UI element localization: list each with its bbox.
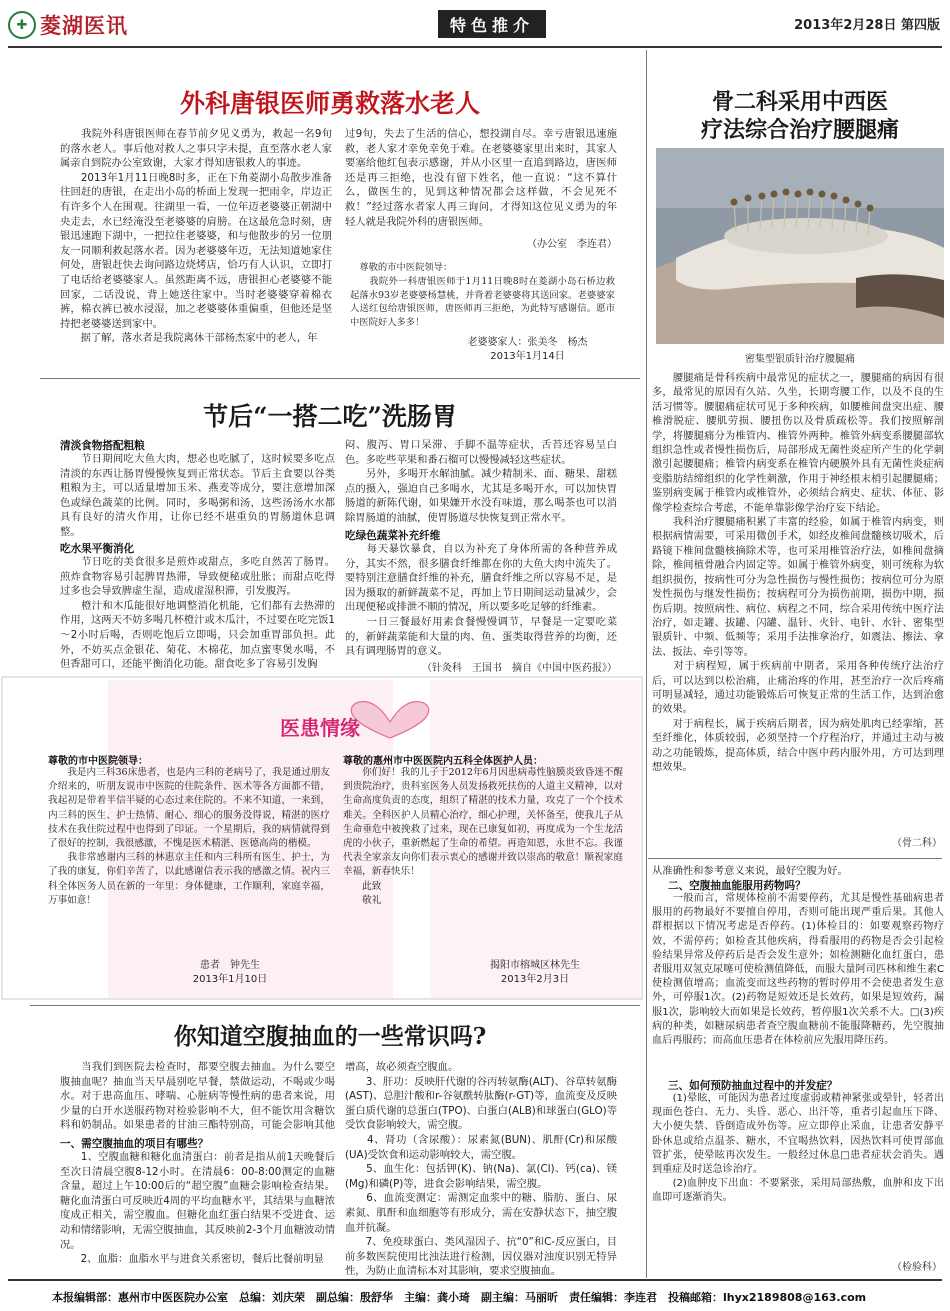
art2-para-4: 每天暴饮暴食，自以为补充了身体所需的各种营养成分，其实不然，很多膳食纤维都在你的大鱼大肉中流失了。要特别注意膳食纤维的补充，膳食纤维之所以容易不足，是因为摄取的新鲜蔬菜不足，再加上节日期间运动量减少，会出现便秘或排泄不顺的情况，所以要多吃足够的纤维素。 一日三餐最好用素食餐慢慢调节，早餐是一定要吃菜的，新鲜蔬菜能和大量的肉、鱼、蛋类取得营养的均衡，还具有调理肠胃的意义。 — [345, 543, 617, 658]
art2-signature: （针灸科 王国书 摘自《中国中医药报》） — [422, 663, 617, 674]
art4-title-line2: 疗法综合治疗腰腿痛 — [700, 117, 899, 143]
art1-bottom-rule — [40, 378, 640, 379]
thanks-letter-date: 2013年1月14日 — [490, 351, 565, 362]
editorial-footer: 本报编辑部：惠州市中医医院办公室 总编：刘庆荣 副总编：殷舒华 主编：龚小琦 副主编：马丽昕 责任编辑：李连君 投稿邮箱：lhyx2189808@163.com — [52, 1291, 867, 1304]
art4-title-line1: 骨二科采用中西医 — [711, 89, 888, 115]
column-rubric: 特色推介 — [438, 10, 546, 38]
letter1-salute: 尊敬的市中医院领导： — [48, 756, 148, 767]
column-divider — [646, 50, 647, 1278]
art4-body: 腰腿痛是骨科疾病中最常见的症状之一，腰腿痛的病因有很多，最常见的原因有久站、久坐，长期弯腰工作，以及不良的生活习惯等。腰腿痛症状可见于多种疾病，如腰椎间盘突出症、腰椎滑脱症、腰肌劳损、腰扭伤以及骨质疏松等。我们按照解剖学，将腰腿痛分为椎管内、椎管外两种。椎管外病变系腰腿部软组织急性或者慢性损伤后，局部形成无菌性炎症所产生的化学刺激引起腰腿痛；椎管内病变系在椎管内硬膜外具有无菌性炎症病变脂肪结缔组织的化学性刺激，作用于神经根末梢引起腰腿痛；鉴别病变属于椎管内或椎管外，必须结合病史、症状、体征、影像学检查综合考虑，不能单靠影像学治疗妄下结论。 我科治疗腰腿痛积累了丰富的经验，如属于椎管内病变，则根据病情需要，可采用微创手术，如经皮椎间盘髓核切吸术，后路镜下椎间盘髓核摘除术等，也可采用椎管治疗法，如椎间盘摘除，椎间植骨融合内固定等。如属于椎管外病变，则可统称为软组织损伤，按病性可分为急性损伤与慢性损伤；按病位可分为原发性损伤与继发性损伤；按病程可分为损伤前期，损伤中期，损伤后期。按照病性、病位、病程之不同，综合采用传统中医疗法治疗，如走罐、拔罐、闪罐、温针、火针、电针、水针、密集型银质针、中频、低频等；采用手法推拿治疗，如震法、擦法、拿法、扳法、牵引等等。 对于病程短，属于疾病前中期者，采用各种传统疗法治疗后，可以达到以松治痛，止痛治疼的作用，甚至治疗一次后疼痛可明显减轻，通过功能锻炼后可恢复正常的生活工作，达到治愈的效果。 对于病程长，属于疾病后期者，因为病处肌肉已经挛缩，甚至纤维化，体质较弱，必须坚持一个疗程治疗，并通过主动与被动之功能锻炼，提高体质，结合中医中药内服外用，方可达到理想效果。 — [652, 373, 944, 773]
letter1-date: 2013年1月10日 — [192, 974, 268, 985]
art3-cont-para-1: 一般而言，常规体检前不需要停药，尤其是慢性基础病患者服用的药物最好不要擅自停用，否则可能出现严重后果。其他人群根据以下情况考虑是否停药。(1)体检目的：如要观察药物疗效，不需停药；如检查其他疾病，得看服用的药物是否会引起检验结果异常及停药后是否会发生意外；如检测糖化血红蛋白，患者服用双氢克尿噻可使检测值降低，而服大量阿司匹林和维生素C使检测值增高；血流变而这些药物的暂时停用不会使患者发生意外，可停服1次。(2)药物是短效还是长效药，如果是短效药，漏服1次，影响较大而如果是长效药，暂停服1次关系不大。□(3)疾病的种类，如糖尿病患者查空腹血糖前不能服降糖药，先空腹抽血后再服药；而高血压患者在体检前应先服用降压药。 — [652, 893, 944, 1047]
art2-title: 节后“一搭二吃”洗肠胃 — [203, 402, 457, 431]
paper-name: 菱湖医讯 — [40, 13, 128, 38]
art4-bottom-rule — [648, 858, 942, 859]
masthead-rule — [8, 46, 942, 48]
letter2-body: 你们好！我的儿子于2012年6月因患病毒性脑膜炎致昏迷不醒到贵院治疗，贵科室医务人员发扬救死扶伤的人道主义精神，以对生命高度负责的态度，组织了精湛的技术力量，攻克了一个个技术难关。全科医护人员精心治疗，细心护理，关怀备至，使我儿子从生命垂危中被挽救了过来，现在已康复如初，再度成为一个生龙活虎的小伙子，重新燃起了生命的希望。再造知恩，永世不忘。我谨代表全家亲友向你们表示衷心的感谢并致以崇高的敬意！顺祝家庭幸福，新春快乐！ 此致 敬礼 — [343, 767, 623, 906]
art2-para-1: 节日期间吃大鱼大肉，想必也吃腻了，这时候要多吃点清淡的东西让肠胃慢慢恢复到正常状态。节后主食要以谷类粗粮为主，可以适量增加玉米、燕麦等成分，要注意增加深色或绿色蔬菜的比例。同时，多喝粥和汤，这些汤汤水水都具有良好的清火作用，让你已经不堪重负的胃肠道休息调整。 — [60, 453, 335, 538]
photo-caption: 密集型银质针治疗腰腿痛 — [745, 354, 855, 365]
art2-subhead-1: 清淡食物搭配粗粮 — [60, 440, 145, 452]
art2-subhead-3: 吃绿色蔬菜补充纤维 — [345, 530, 441, 542]
issue-date: 2013年2月28日 第四版 — [794, 18, 940, 33]
art3-col2-body: 增高，故必须查空腹血。 3、肝功：反映肝代谢的谷丙转氨酶(ALT)、谷草转氨酶(AST)、总胆汁酸和r-谷氨酰转肽酶(r-GT)等，血流变及反映蛋白质代谢的总蛋白(TPO)、白蛋白(ALB)和球蛋白(GLO)等受饮食影响较大，需空腹。 4、肾功（含尿酸）：尿素氮(BUN)、肌酐(Cr)和尿酸(UA)受饮食和运动影响较大，需空腹。 5、血生化：包括钾(K)、钠(Na)、氯(Cl)、钙(ca)、镁(Mg)和磷(P)等，进食会影响结果，需空腹。 6、血流变测定：需测定血浆中的糖、脂肪、蛋白、尿素氮、肌酐和血细胞等有形成分，需在安静状态下，抽空腹血并抗凝。 7、免疫球蛋白、类风湿因子、抗“0”和C-反应蛋白，目前多数医院使用比浊法进行检测，因仪器对浊度识别无特异性，为防止血清标本对其影响，要求空腹抽血。 — [345, 1061, 617, 1278]
art3-intro: 当我们到医院去检查时，都要空腹去抽血。为什么要空腹抽血呢？抽血当天早晨别吃早餐，禁做运动，不喝或少喝水。对于患高血压、哮喘、心脏病等慢性病的患者来说，用少量的白开水送服药物对检验影响不大，但不能饮用含糖饮料和奶制品。如果患者的甘油三酯特别高，可能会影响其他 — [60, 1061, 335, 1132]
letter1-body: 我是内三科36床患者，也是内三科的老病号了，我是通过朋友介绍来的，听朋友说市中医院的住院条件、医术等各方面都不错，我起初是带着半信半疑的心态过来住院的。不来不知道，一来到，内三科的医生、护士热情、耐心、细心的服务没得说，精湛的医疗技术在我住院过程中也得到了印证。一个星期后，我的病情就得到了很好的控制，我很感激，不愧是医术精湛、医德高尚的楷模。 我非常感谢内三科的林惠京主任和内三科所有医生、护士，为了我的康复，你们辛苦了，以此感谢信表示我的感激之情。祝内三科全体医务人员在新的一年里：身体健康，工作顺利，家庭幸福，万事如意！ — [48, 767, 330, 906]
art1-col1: 我院外科唐银医师在春节前夕见义勇为，救起一名9旬的落水老人。事后他对救人之事只字未提，直至落水老人家属亲自到院办公室致谢，大家才得知唐银救人的事迹。 2013年1月11日晚8时多，正在下角菱湖小岛散步准备往回赶的唐银，在走出小岛的桥面上发现一把雨伞，岸边正有许多个人在围观。往湖里一看，一位年迈老婆婆正朝湖中央走去，水已经淹没至老婆婆的肩膀。在这最危急时刻，唐银迅速跑下湖中，一把拉住老婆婆，和与他散步的另一位朋友一同顺利救起落水者。因为老婆婆年迈，无法知道她家住何处，唐银赶快去询问路边烧烤店，恰巧有人认识，立即打了电话给老婆婆家人。虽然距离不远，唐银担心老婆婆不能回家，二话没说，背上她送往家中。当时老婆婆穿着棉衣裤，棉衣裤已被水浸湿，加之老婆婆体重偏重，但他还是坚持把老婆婆送到家中。 据了解，落水者是我院离休干部杨杰家中的老人，年 — [60, 128, 332, 345]
art2-subhead-2: 吃水果平衡消化 — [60, 543, 135, 555]
art3-subhead-2: 二、空腹抽血能服用药物吗？ — [668, 880, 806, 892]
thanks-letter: 尊敬的市中医院领导： 我院外一科唐银医师于1月11日晚8时在菱湖小岛石桥边救起落水93岁老婆婆杨慧桃，并背着老婆婆将其送回家。老婆婆家人送红包给唐银医师，唐医师再三拒绝，为此特写感谢信。愿市中医院好人多多！ — [350, 262, 615, 329]
thanks-letter-sign: 老婆婆家人：张美冬 杨杰 — [467, 337, 588, 348]
art1-signature: （办公室 李连君） — [527, 239, 617, 250]
acupuncture-treatment-photo — [656, 148, 944, 344]
art3-signature: （检验科） — [892, 1262, 942, 1273]
art3-top-rule — [30, 1005, 640, 1006]
footer-rule — [8, 1279, 942, 1281]
art3-cont-lead: 从准确性和参考意义来说，最好空腹为好。 — [652, 865, 848, 877]
art3-col1-body: 1、空腹血糖和糖化血清蛋白：前者是指从前1天晚餐后至次日清晨空腹8-12小时。在清晨6：00-8:00测定的血糖含量，超过上午10:00后的“超空腹”血糖会影响检查结果。糖化血清蛋白可反映近4周的平均血糖水平，其结果与血糖浓度成正相关，需空腹血。但糖化血红蛋白结果不受进食、运动和情绪影响，无需空腹抽血，其反映前2-3个月血糖波动情况。 2、血脂：血脂水平与进食关系密切，餐后比餐前明显 — [60, 1151, 335, 1266]
art3-cont-para-2: (1)晕眩，可能因为患者过度虚弱或精神紧张或晕针，轻者出现面色苍白、无力、头昏、恶心、出汗等，重者引起血压下降、大小便失禁、昏倒造成外伤等。应立即停止采血，让患者安静平卧休息或给点温茶、糖水，不宜喝热饮料，因热饮料可使胃部血管扩张，使晕眩再次发生。一般经过休息□患者症状会消失。遇到重症及时送急诊治疗。 (2)血肿皮下出血：不要紧张，采用局部热敷，血肿和皮下出血即可逐渐消失。 — [652, 1093, 944, 1204]
art2-para-2: 节日吃的美食很多是煎炸或甜点，多吃自然苦了肠胃。煎炸食物容易引起脾胃热滞，导致便秘或肚胀；而甜点吃得过多也会导致脾虚生湿，造成虚湿积滞，引发腹泻。 橙汁和木瓜能很好地调整消化机能，它们都有去热滞的作用，这两天不妨多喝几杯橙汁或木瓜汁，不过要在吃完饭1～2小时后喝，否则吃饱后立即喝，只会加重胃部负担。此外，不妨买点金银花、菊花、木棉花，加点蜜枣煲水喝，不但香甜可口，还能平衡消化功能。甜食吃多了容易引发胸 — [60, 556, 335, 671]
letter2-sign: 揭阳市榕城区林先生 — [490, 960, 580, 971]
art3-subhead-3: 三、如何预防抽血过程中的并发症？ — [668, 1080, 838, 1092]
letter2-date: 2013年2月3日 — [500, 974, 570, 985]
art2-para-3: 闷、腹泻、胃口呆滞、手脚不温等症状，舌苔还容易呈白色。多吃些苹果和番石榴可以慢慢减轻这些症状。 另外，多喝开水解油腻。减少精制米、面、糖果、甜糕点的摄入，强迫自己多喝水，尤其是多喝开水，可以加快胃肠道的新陈代谢，如果嫌开水没有味道，那么喝茶也可以消除胃肠道的油腻，使胃肠道尽快恢复到正常水平。 — [345, 439, 617, 524]
letter2-salute: 尊敬的惠州市中医医院内五科全体医护人员： — [343, 756, 543, 767]
section-title-doctor-patient: 医患情缘 — [280, 716, 360, 740]
art3-title: 你知道空腹抽血的一些常识吗? — [173, 1023, 487, 1050]
art4-signature: （骨二科） — [892, 838, 942, 849]
art3-subhead-1: 一、需空腹抽血的项目有哪些？ — [60, 1138, 209, 1150]
art1-title: 外科唐银医师勇救落水老人 — [179, 89, 480, 118]
masthead-logo — [8, 8, 208, 42]
art1-col2: 过9旬，失去了生活的信心，想投湖自尽。幸亏唐银迅速施救，老人家才幸免幸免于难。在老婆婆家里出来时，其家人要塞给他红包表示感谢，并从小区里一直追到路边，唐医师还是再三拒绝，也没有留下姓名，他一直说：“这不算什么，做医生的，见到这种情况都会这样做，不会见死不救！”经过落水者家人再三询问，才得知这位见义勇为的年轻人就是我院外科的唐银医师。 — [345, 128, 617, 228]
letter1-sign: 患者 钟先生 — [200, 960, 260, 971]
hospital-logo-icon: ✚ — [8, 11, 36, 39]
